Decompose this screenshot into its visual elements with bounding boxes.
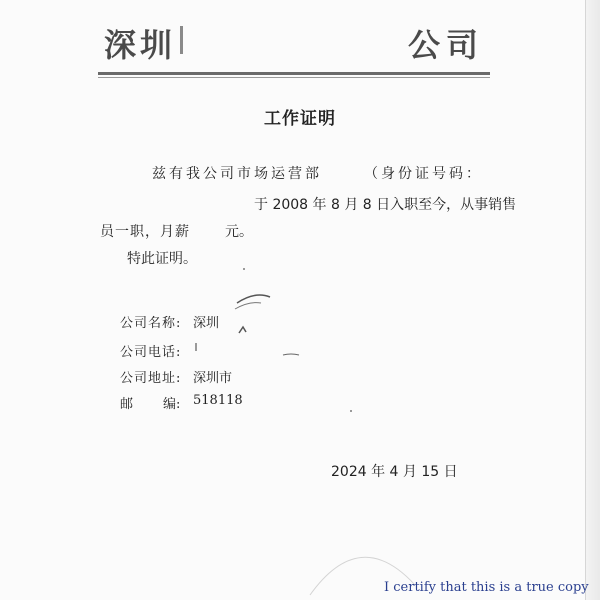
company-name-label: 公司名称: <box>120 316 182 331</box>
letterhead-company-left: 深圳 <box>104 26 177 64</box>
issue-date: 2024 年 4 月 15 日 <box>331 464 458 480</box>
letterhead-rule <box>98 72 490 75</box>
scan-speck <box>243 268 245 270</box>
letterhead-rule-thin <box>98 77 490 78</box>
company-address-label: 公司地址: <box>120 371 182 386</box>
scan-speck <box>350 410 352 412</box>
postal-code-value: 518118 <box>193 393 243 408</box>
body-line-3: 员一职，月薪 <box>100 224 190 240</box>
body-line-3-unit: 元。 <box>225 224 253 240</box>
company-name-value: 深圳 <box>193 316 220 331</box>
scan-speck <box>195 343 197 351</box>
letterhead-company-right: 公司 <box>408 26 485 64</box>
scan-edge <box>586 0 600 600</box>
letterhead-redaction-mark <box>180 26 183 54</box>
postal-label-a: 邮 <box>120 397 134 412</box>
company-address-value: 深圳市 <box>193 371 233 386</box>
body-line-1: 兹有我公司市场运营部 <box>152 166 322 182</box>
body-line-2: 于 2008 年 8 月 8 日入职至今，从事销售 <box>254 197 517 213</box>
stamp-fragment <box>225 285 315 365</box>
company-phone-label: 公司电话: <box>120 345 182 360</box>
body-line-1-id: （身份证号码： <box>364 166 483 182</box>
body-closing: 特此证明。 <box>127 251 197 267</box>
postal-label-b: 编: <box>163 397 181 412</box>
document-title: 工作证明 <box>264 109 336 129</box>
certification-note: I certify that this is a true copy <box>384 580 589 595</box>
